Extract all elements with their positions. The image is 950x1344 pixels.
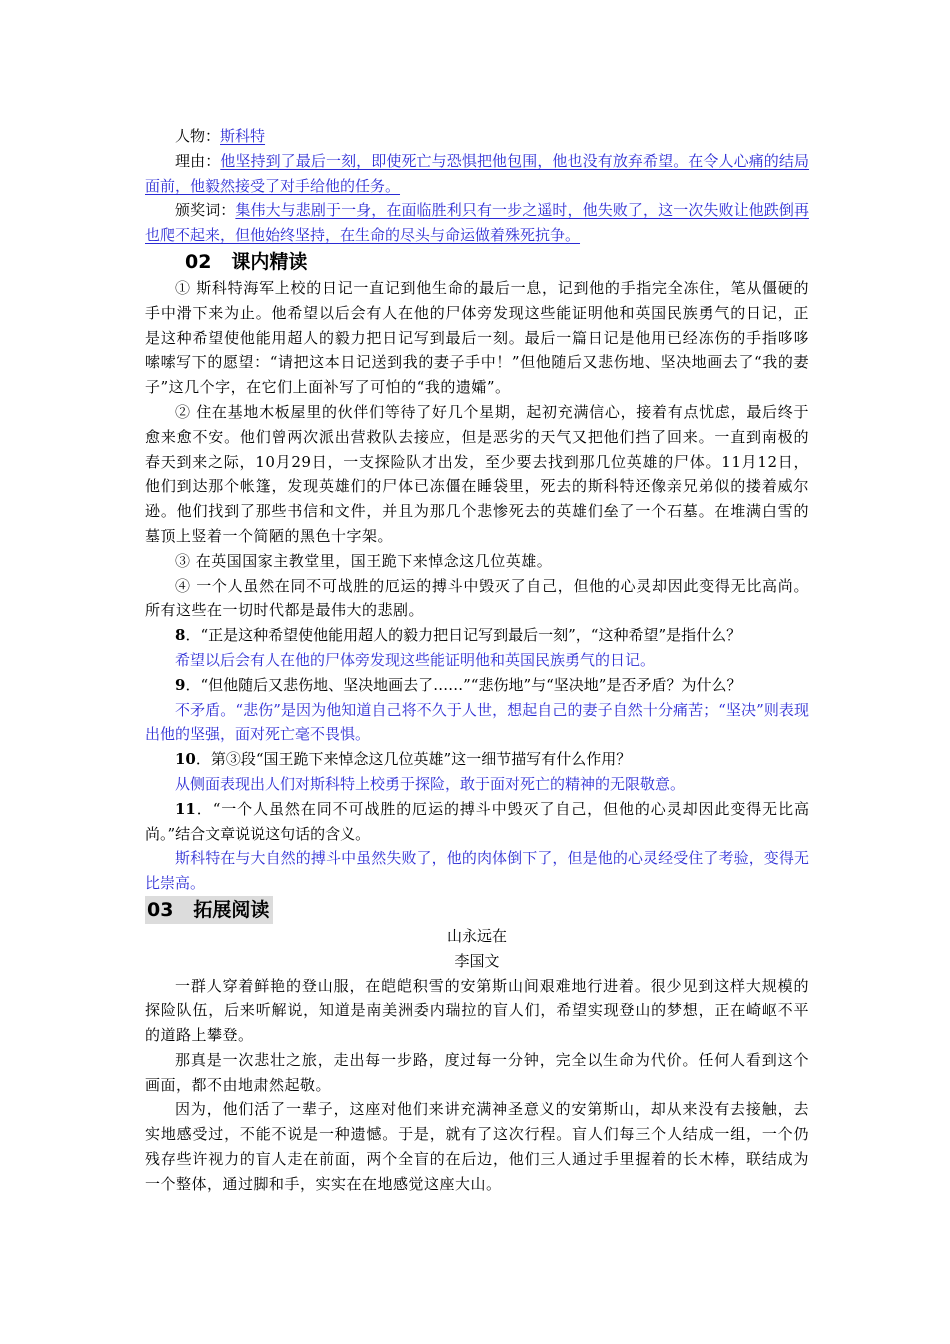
question-8 xyxy=(145,623,809,648)
question-number: 8 xyxy=(175,626,186,645)
section-title: 课内精读 xyxy=(231,250,308,273)
reading-paragraph: ② 住在基地木板屋里的伙伴们等待了好几个星期，起初充满信心，接着有点忧虑，最后终于愈来愈不安。他们曾两次派出营救队去接应，但是恶劣的天气又把他们挡了回来。一直到南极的春天到来之际，10月29日，一支探险队才出发，至少要去找到那几位英雄的尸体。11月12日，他们到达那个帐篷，发现英雄们的尸体已冻僵在睡袋里，死去的斯科特还像亲兄弟似的搂着威尔逊。他们找到了那些书信和文件，并且为那几个悲惨死去的英雄们垒了一个石墓。在堆满白雪的墓顶上竖着一个简陋的黑色十字架。 xyxy=(145,402,809,545)
question-text: ．“正是这种希望使他能用超人的毅力把日记写到最后一刻”，“这种希望”是指什么？ xyxy=(185,626,742,645)
reading-paragraph: ④ 一个人虽然在同不可战胜的厄运的搏斗中毁灭了自己，但他的心灵却因此变得无比高尚。所有这些在一切时代都是最伟大的悲剧。 xyxy=(145,576,809,620)
answer-10: 从侧面表现出人们对斯科特上校勇于探险，敢于面对死亡的精神的无限敬意。 xyxy=(175,774,686,793)
answer-11: 斯科特在与大自然的搏斗中虽然失败了，他的肉体倒下了，但是他的心灵经受住了考验，变得无比崇高。 xyxy=(145,849,809,893)
question-number: 10 xyxy=(175,750,196,769)
document-page xyxy=(145,124,809,1197)
article-paragraph: 一群人穿着鲜艳的登山服，在皑皑积雪的安第斯山间艰难地行进着。很少见到这样大规模的探险队伍，后来听解说，知道是南美洲委内瑞拉的盲人们，希望实现登山的梦想，正在崎岖不平的道路上攀登。 xyxy=(145,976,809,1045)
award-speech-line xyxy=(145,198,809,248)
question-11 xyxy=(145,797,809,847)
award-person-value: 斯科特 xyxy=(220,127,266,145)
question-text: ．“但他随后又悲伤地、坚决地画去了……”“悲伤地”与“坚决地”是否矛盾？为什么？ xyxy=(185,675,742,694)
article-paragraph: 因为，他们活了一辈子，这座对他们来讲充满神圣意义的安第斯山，却从来没有去接触，去实地感受过，不能不说是一种遗憾。于是，就有了这次行程。盲人们每三个人结成一组，一个仍残存些许视力的盲人走在前面，两个全盲的在后边，他们三人通过手里握着的长木棒，联结成为一个整体，通过脚和手，实实在在地感觉这座大山。 xyxy=(145,1100,809,1193)
question-text: ．第③段“国王跪下来悼念这几位英雄”这一细节描写有什么作用？ xyxy=(195,750,632,769)
award-speech-value: 集伟大与悲剧于一身，在面临胜利只有一步之遥时，他失败了，这一次失败让他跌倒再也爬不起来，但他始终坚持，在生命的尽头与命运做着殊死抗争。 xyxy=(145,201,809,245)
award-reason-line xyxy=(145,149,809,199)
section-title: 拓展阅读 xyxy=(193,898,270,921)
question-number: 9 xyxy=(175,675,186,694)
question-text: ．“一个人虽然在同不可战胜的厄运的搏斗中毁灭了自己，但他的心灵却因此变得无比高尚。”结合文章说说这句话的含义。 xyxy=(145,799,809,843)
section-heading-box xyxy=(145,896,273,924)
article-title: 山永远在 xyxy=(446,926,507,945)
reading-paragraph: ① 斯科特海军上校的日记一直记到他生命的最后一息，记到他的手指完全冻住，笔从僵硬的手中滑下来为止。他希望以后会有人在他的尸体旁发现这些能证明他和英国民族勇气的日记，正是这种希望使他能用超人的毅力把日记写到最后一刻。最后一篇日记是他用已经冻伤的手指哆哆嗦嗦写下的愿望：“请把这本日记送到我的妻子手中！”但他随后又悲伤地、坚决地画去了“我的妻子”这几个字，在它们上面补写了可怕的“我的遗孀”。 xyxy=(145,278,809,397)
answer-9: 不矛盾。“悲伤”是因为他知道自己将不久于人世，想起自己的妻子自然十分痛苦；“坚决”则表现出他的坚强，面对死亡毫不畏惧。 xyxy=(145,700,809,744)
section-heading-02 xyxy=(145,248,809,276)
award-reason-value: 他坚持到了最后一刻，即使死亡与恐惧把他包围，他也没有放弃希望。在令人心痛的结局面前，他毅然接受了对手给他的任务。 xyxy=(145,151,809,195)
answer-8: 希望以后会有人在他的尸体旁发现这些能证明他和英国民族勇气的日记。 xyxy=(175,650,656,669)
question-number: 11 xyxy=(175,799,196,818)
reading-paragraph: ③ 在英国国家主教堂里，国王跪下来悼念这几位英雄。 xyxy=(175,551,553,570)
section-number: 03 xyxy=(147,898,174,921)
article-author: 李国文 xyxy=(454,951,500,970)
award-person-line xyxy=(145,124,809,149)
question-10 xyxy=(145,747,809,772)
award-reason-label: 理由： xyxy=(175,151,221,170)
article-paragraph: 那真是一次悲壮之旅，走出每一步路，度过每一分钟，完全以生命为代价。任何人看到这个画面，都不由地肃然起敬。 xyxy=(145,1050,809,1094)
award-speech-label: 颁奖词： xyxy=(175,201,236,220)
question-9 xyxy=(145,673,809,698)
section-number: 02 xyxy=(185,250,212,273)
award-person-label: 人物： xyxy=(175,127,221,145)
section-heading-03 xyxy=(145,896,809,924)
